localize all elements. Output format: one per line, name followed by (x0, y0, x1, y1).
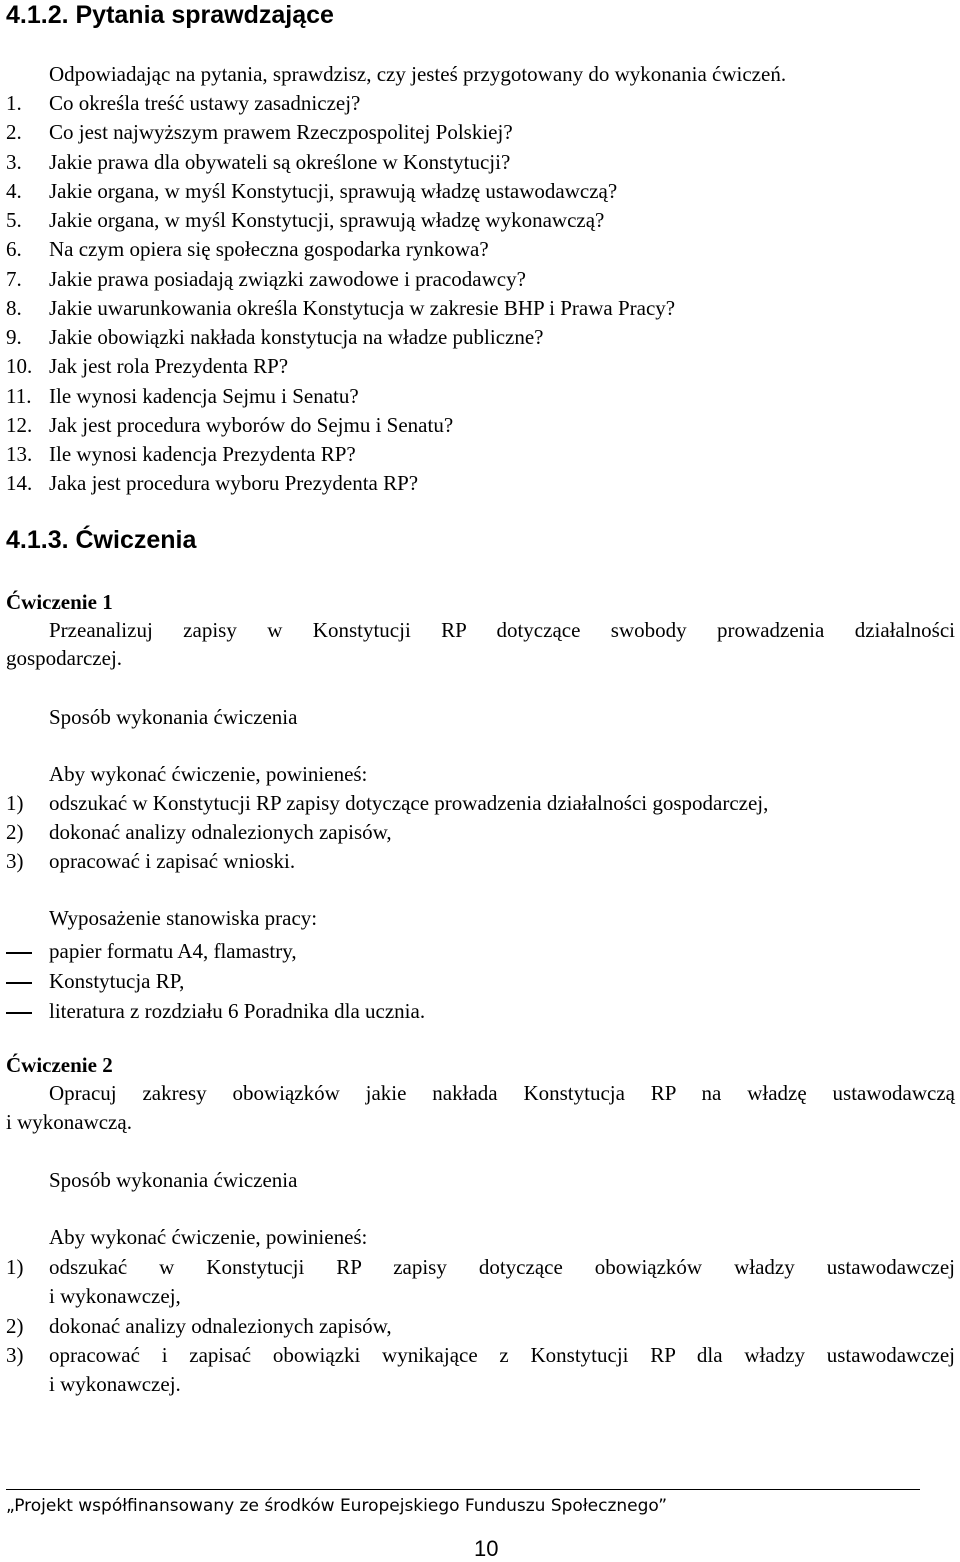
exercise1-step-text: dokonać analizy odnalezionych zapisów, (49, 820, 392, 844)
exercise1-step-number: 2) (6, 820, 24, 844)
exercise1-steps-intro: Aby wykonać ćwiczenie, powinieneś: (49, 762, 368, 786)
question-text: Jakie prawa posiadają związki zawodowe i pracodawcy? (49, 267, 526, 291)
equipment-item: Konstytucja RP, (49, 969, 185, 993)
section-title-cwiczenia: 4.1.3. Ćwiczenia (6, 526, 197, 554)
question-number: 12. (6, 413, 33, 437)
question-text: Co określa treść ustawy zasadniczej? (49, 91, 361, 115)
question-number: 6. (6, 237, 22, 261)
question-text: Jak jest procedura wyborów do Sejmu i Senatu? (49, 413, 454, 437)
exercise2-step2-text: dokonać analizy odnalezionych zapisów, (49, 1314, 392, 1338)
question-number: 4. (6, 179, 22, 203)
question-number: 10. (6, 354, 33, 378)
exercise2-method-label: Sposób wykonania ćwiczenia (49, 1168, 298, 1192)
question-number: 3. (6, 150, 22, 174)
footer-text: „Projekt współfinansowany ze środków Europejskiego Funduszu Społecznego” (6, 1496, 668, 1516)
exercise1-step-number: 1) (6, 791, 24, 815)
dash-bullet-icon (6, 952, 32, 954)
page-number: 10 (474, 1536, 499, 1561)
exercise2-step1-line2: i wykonawczej, (49, 1284, 181, 1308)
question-text: Jakie organa, w myśl Konstytucji, sprawują władzę ustawodawczą? (49, 179, 618, 203)
question-number: 7. (6, 267, 22, 291)
exercise2-task-line2: i wykonawczą. (6, 1110, 132, 1134)
exercise2-step3-line2: i wykonawczej. (49, 1372, 181, 1396)
question-number: 14. (6, 471, 33, 495)
exercise1-equipment-label: Wyposażenie stanowiska pracy: (49, 906, 318, 930)
question-text: Jaka jest procedura wyboru Prezydenta RP? (49, 471, 419, 495)
exercise2-step3-num: 3) (6, 1343, 24, 1367)
exercise1-step-number: 3) (6, 849, 24, 873)
question-text: Na czym opiera się społeczna gospodarka rynkowa? (49, 237, 489, 261)
exercise2-step1-num: 1) (6, 1255, 24, 1279)
exercise2-task-line1: Opracuj zakresy obowiązków jakie nakłada Konstytucja RP na władzę ustawodawczą (49, 1081, 955, 1105)
exercise1-method-label: Sposób wykonania ćwiczenia (49, 705, 298, 729)
question-number: 5. (6, 208, 22, 232)
exercise2-step2-num: 2) (6, 1314, 24, 1338)
question-text: Jak jest rola Prezydenta RP? (49, 354, 289, 378)
question-text: Jakie uwarunkowania określa Konstytucja w zakresie BHP i Prawa Pracy? (49, 296, 676, 320)
question-text: Ile wynosi kadencja Sejmu i Senatu? (49, 384, 359, 408)
question-text: Jakie obowiązki nakłada konstytucja na władze publiczne? (49, 325, 544, 349)
question-text: Co jest najwyższym prawem Rzeczpospolitej Polskiej? (49, 120, 513, 144)
question-number: 8. (6, 296, 22, 320)
question-number: 11. (6, 384, 32, 408)
exercise1-step-text: odszukać w Konstytucji RP zapisy dotyczące prowadzenia działalności gospodarczej, (49, 791, 769, 815)
question-number: 13. (6, 442, 33, 466)
exercise2-step1-line1: odszukać w Konstytucji RP zapisy dotyczące obowiązków władzy ustawodawczej (49, 1255, 955, 1279)
exercise1-task-line1: Przeanalizuj zapisy w Konstytucji RP dotyczące swobody prowadzenia działalności (49, 618, 955, 642)
equipment-item: papier formatu A4, flamastry, (49, 939, 297, 963)
exercise1-step-text: opracować i zapisać wnioski. (49, 849, 296, 873)
dash-bullet-icon (6, 1012, 32, 1014)
question-text: Jakie prawa dla obywateli są określone w Konstytucji? (49, 150, 511, 174)
footer-divider (6, 1489, 920, 1490)
equipment-item: literatura z rozdziału 6 Poradnika dla ucznia. (49, 999, 426, 1023)
exercise2-heading: Ćwiczenie 2 (6, 1053, 113, 1077)
exercise2-step3-line1: opracować i zapisać obowiązki wynikające z Konstytucji RP dla władzy ustawodawczej (49, 1343, 955, 1367)
pytania-intro: Odpowiadając na pytania, sprawdzisz, czy jesteś przygotowany do wykonania ćwiczeń. (49, 62, 787, 86)
exercise1-heading: Ćwiczenie 1 (6, 590, 113, 614)
dash-bullet-icon (6, 982, 32, 984)
question-number: 1. (6, 91, 22, 115)
question-number: 9. (6, 325, 22, 349)
exercise1-task-line2: gospodarczej. (6, 646, 123, 670)
question-text: Ile wynosi kadencja Prezydenta RP? (49, 442, 356, 466)
question-number: 2. (6, 120, 22, 144)
question-text: Jakie organa, w myśl Konstytucji, sprawują władzę wykonawczą? (49, 208, 605, 232)
exercise2-steps-intro: Aby wykonać ćwiczenie, powinieneś: (49, 1225, 368, 1249)
section-title-pytania: 4.1.2. Pytania sprawdzające (6, 1, 334, 29)
